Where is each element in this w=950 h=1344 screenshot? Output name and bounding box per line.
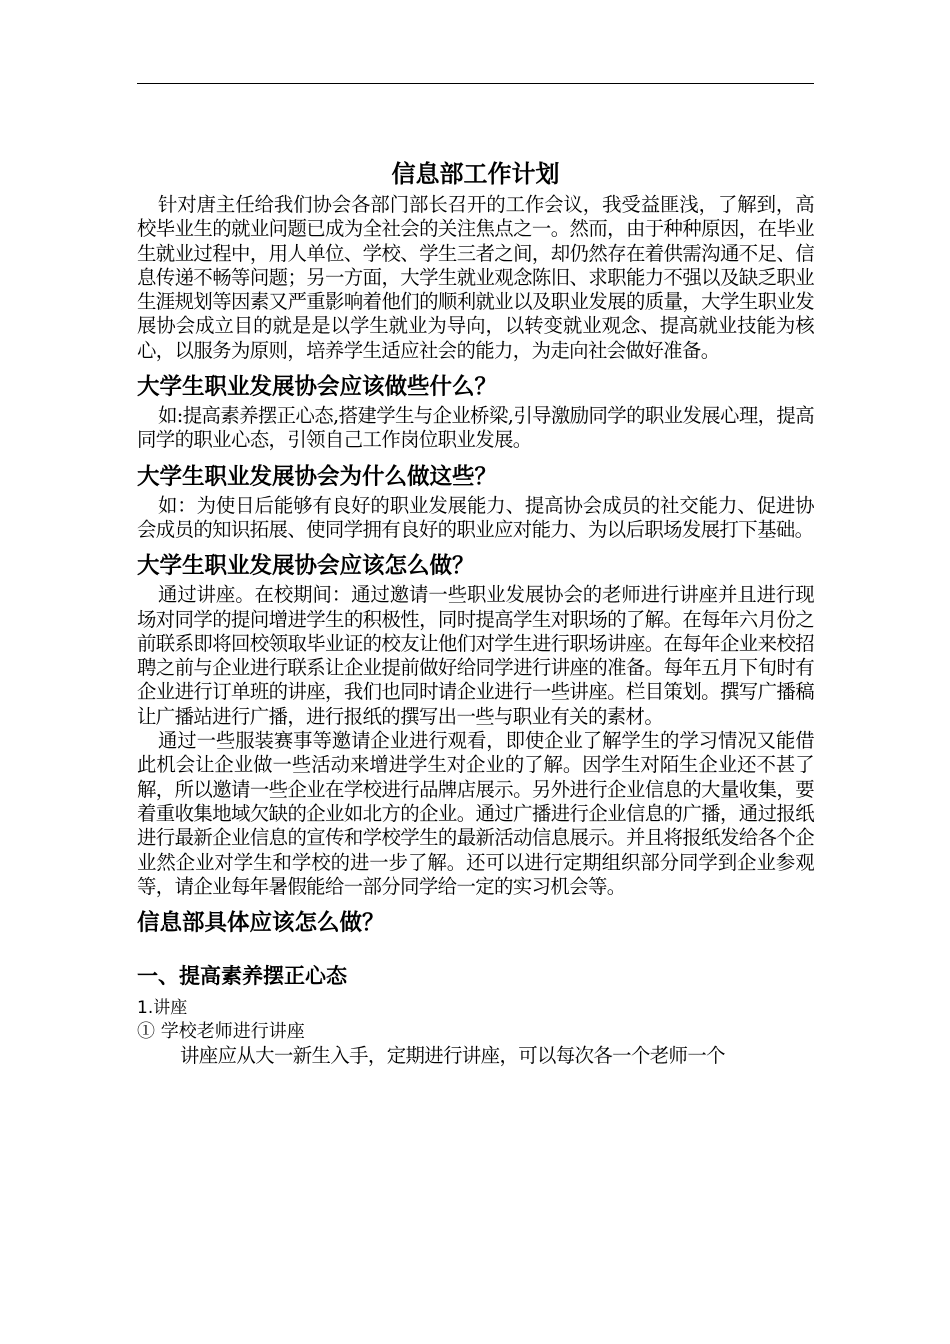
plan-subheading: 一、提高素养摆正心态 bbox=[137, 964, 347, 989]
plan-item-teacher-lecture: ① 学校老师进行讲座 bbox=[137, 1021, 305, 1043]
section-how-paragraph-events: 通过一些服装赛事等邀请企业进行观看，即使企业了解学生的学习情况又能借此机会让企业做一些活动来增进学生对企业的了解。因学生对陌生企业还不甚了解，所以邀请一些企业在学校进行品牌店展示。另外进行企业信息的大量收集，要着重收集地域欠缺的企业如北方的企业。通过广播进行企业信息的广播，通过报纸进行最新企业信息的宣传和学校学生的最新活动信息展示。并且将报纸发给各个企业然企业对学生和学校的进一步了解。还可以进行定期组织部分同学到企业参观等，请企业每年暑假能给一部分同学给一定的实习机会等。 bbox=[137, 729, 814, 898]
section-heading-how: 大学生职业发展协会应该怎么做？ bbox=[137, 553, 475, 580]
section-how-paragraph-lectures: 通过讲座。在校期间：通过邀请一些职业发展协会的老师进行讲座并且进行现场对同学的提问增进学生的积极性，同时提高学生对职场的了解。在每年六月份之前联系即将回校领取毕业证的校友让他们对学生进行职场讲座。在每年企业来校招聘之前与企业进行联系让企业提前做好给同学进行讲座的准备。每年五月下旬时有企业进行订单班的讲座，我们也同时请企业进行一些讲座。栏目策划。撰写广播稿让广播站进行广播，进行报纸的撰写出一些与职业有关的素材。 bbox=[137, 583, 814, 728]
document-title: 信息部工作计划 bbox=[391, 160, 560, 188]
section-what-paragraph: 如:提高素养摆正心态,搭建学生与企业桥梁,引导激励同学的职业发展心理，提高同学的职业心态，引领自己工作岗位职业发展。 bbox=[137, 404, 814, 452]
section-heading-what: 大学生职业发展协会应该做些什么？ bbox=[137, 374, 498, 401]
document-body bbox=[137, 155, 814, 1068]
plan-heading: 信息部具体应该怎么做？ bbox=[137, 910, 385, 937]
intro-paragraph: 针对唐主任给我们协会各部门部长召开的工作会议，我受益匪浅，了解到，高校毕业生的就业问题已成为全社会的关注焦点之一。然而，由于种种原因，在毕业生就业过程中，用人单位、学校、学生三者之间，却仍然存在着供需沟通不足、信息传递不畅等问题；另一方面，大学生就业观念陈旧、求职能力不强以及缺乏职业生涯规划等因素又严重影响着他们的顺利就业以及职业发展的质量，大学生职业发展协会成立目的就是是以学生就业为导向，以转变就业观念、提高就业技能为核心，以服务为原则，培养学生适应社会的能力，为走向社会做好准备。 bbox=[137, 193, 814, 362]
plan-item-lecture: 1.讲座 bbox=[137, 998, 188, 1019]
plan-item-teacher-lecture-text: 讲座应从大一新生入手，定期进行讲座，可以每次各一个老师一个 bbox=[180, 1044, 725, 1068]
section-why-paragraph: 如：为使日后能够有良好的职业发展能力、提高协会成员的社交能力、促进协会成员的知识拓展、使同学拥有良好的职业应对能力、为以后职场发展打下基础。 bbox=[137, 493, 814, 541]
section-heading-why: 大学生职业发展协会为什么做这些？ bbox=[137, 463, 498, 490]
header-rule bbox=[137, 83, 814, 84]
